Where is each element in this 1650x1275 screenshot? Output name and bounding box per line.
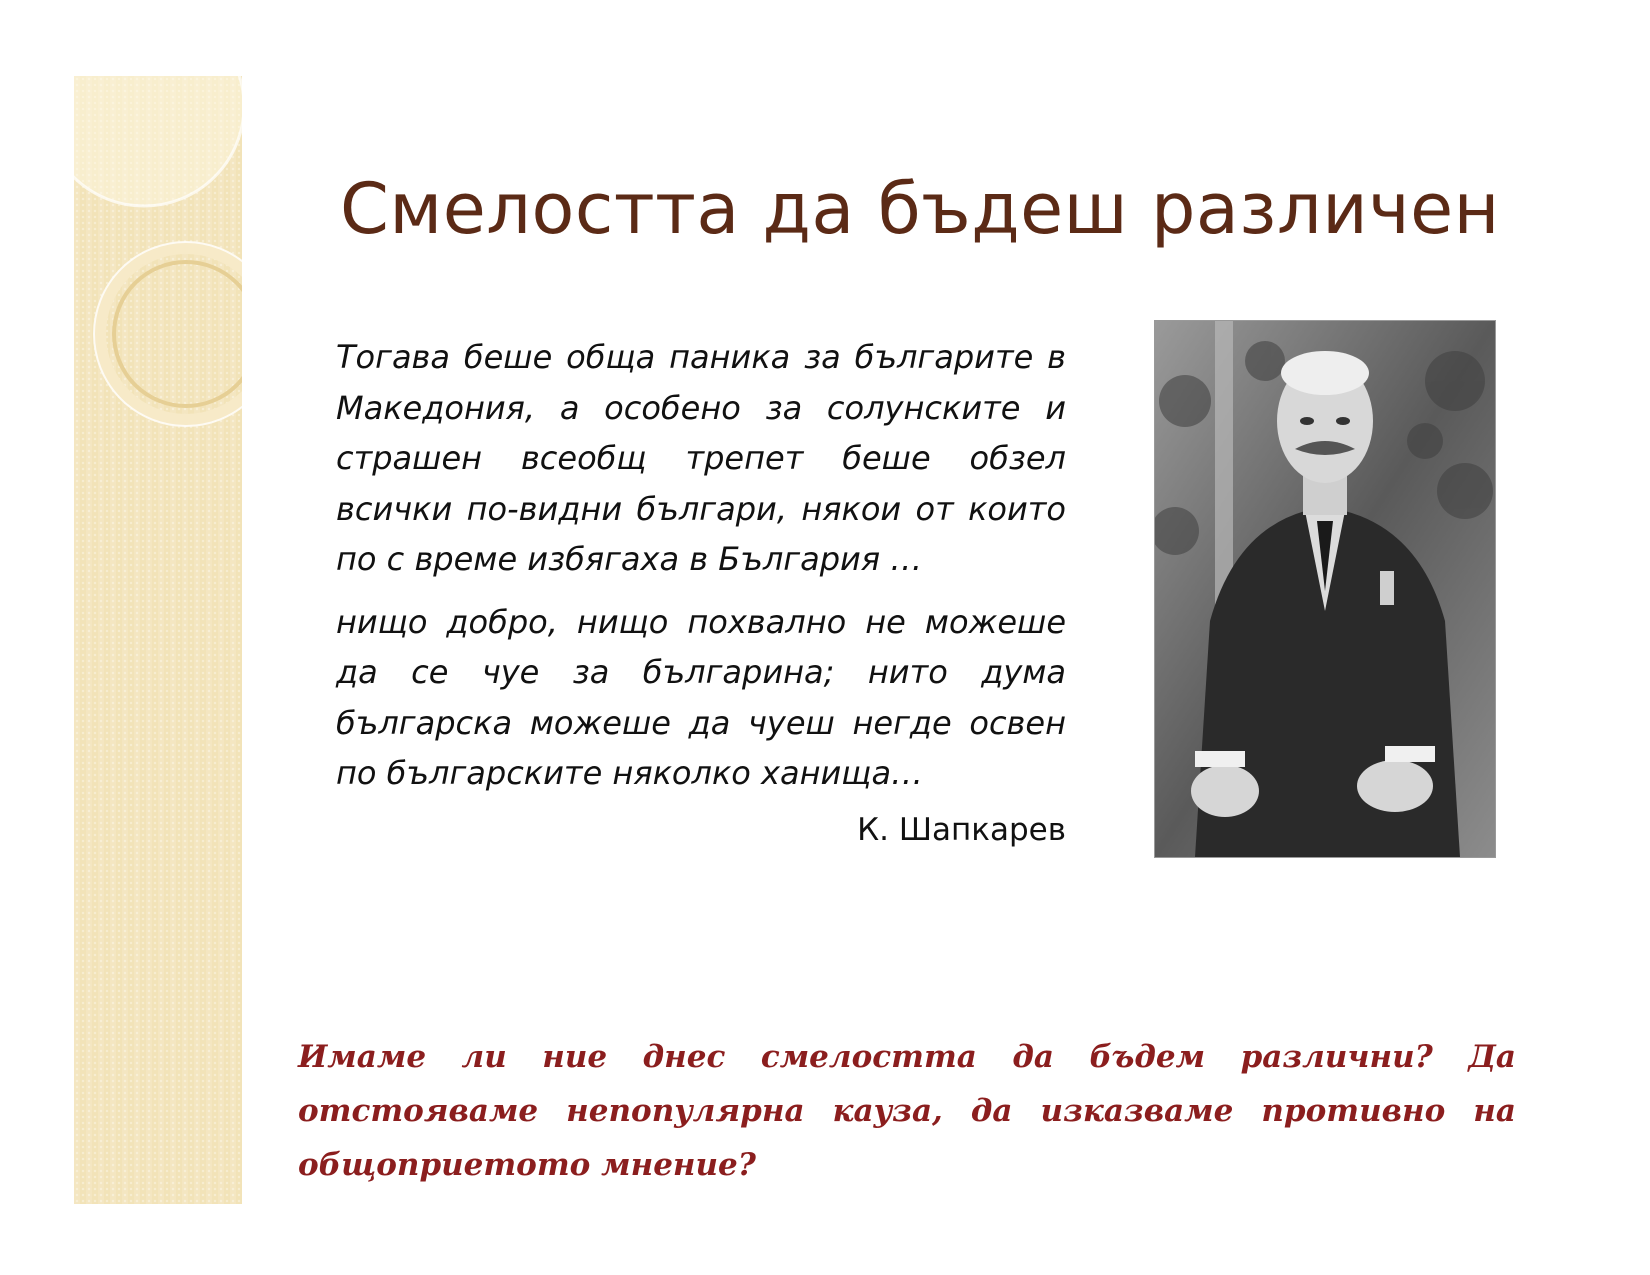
portrait-image [1155, 321, 1495, 857]
decorative-circles [74, 76, 242, 1204]
quote-paragraph: нищо добро, нищо похвално не можеше да се чуе за българина; нито дума българска можеше да чуеш негде освен по българските няколко ханища… [336, 602, 1066, 792]
quote-block [336, 332, 1066, 799]
decorative-side-band [74, 76, 242, 1204]
quote-author: К. Шапкарев [857, 812, 1066, 848]
slide-title: Смелостта да бъдеш различен [340, 168, 1500, 250]
quote-paragraph: Тогава беше обща паника за българите в Македония, а особено за солунските и страшен всеобщ трепет беше обзел всички по-видни българи, някои от които по с време избягаха в България … [336, 338, 1066, 578]
closing-question: Имаме ли ние днес смелостта да бъдем различни? Да отстояваме непопулярна кауза, да изказваме противно на общоприетото мнение? [298, 1039, 1516, 1183]
portrait-photo [1154, 320, 1496, 858]
